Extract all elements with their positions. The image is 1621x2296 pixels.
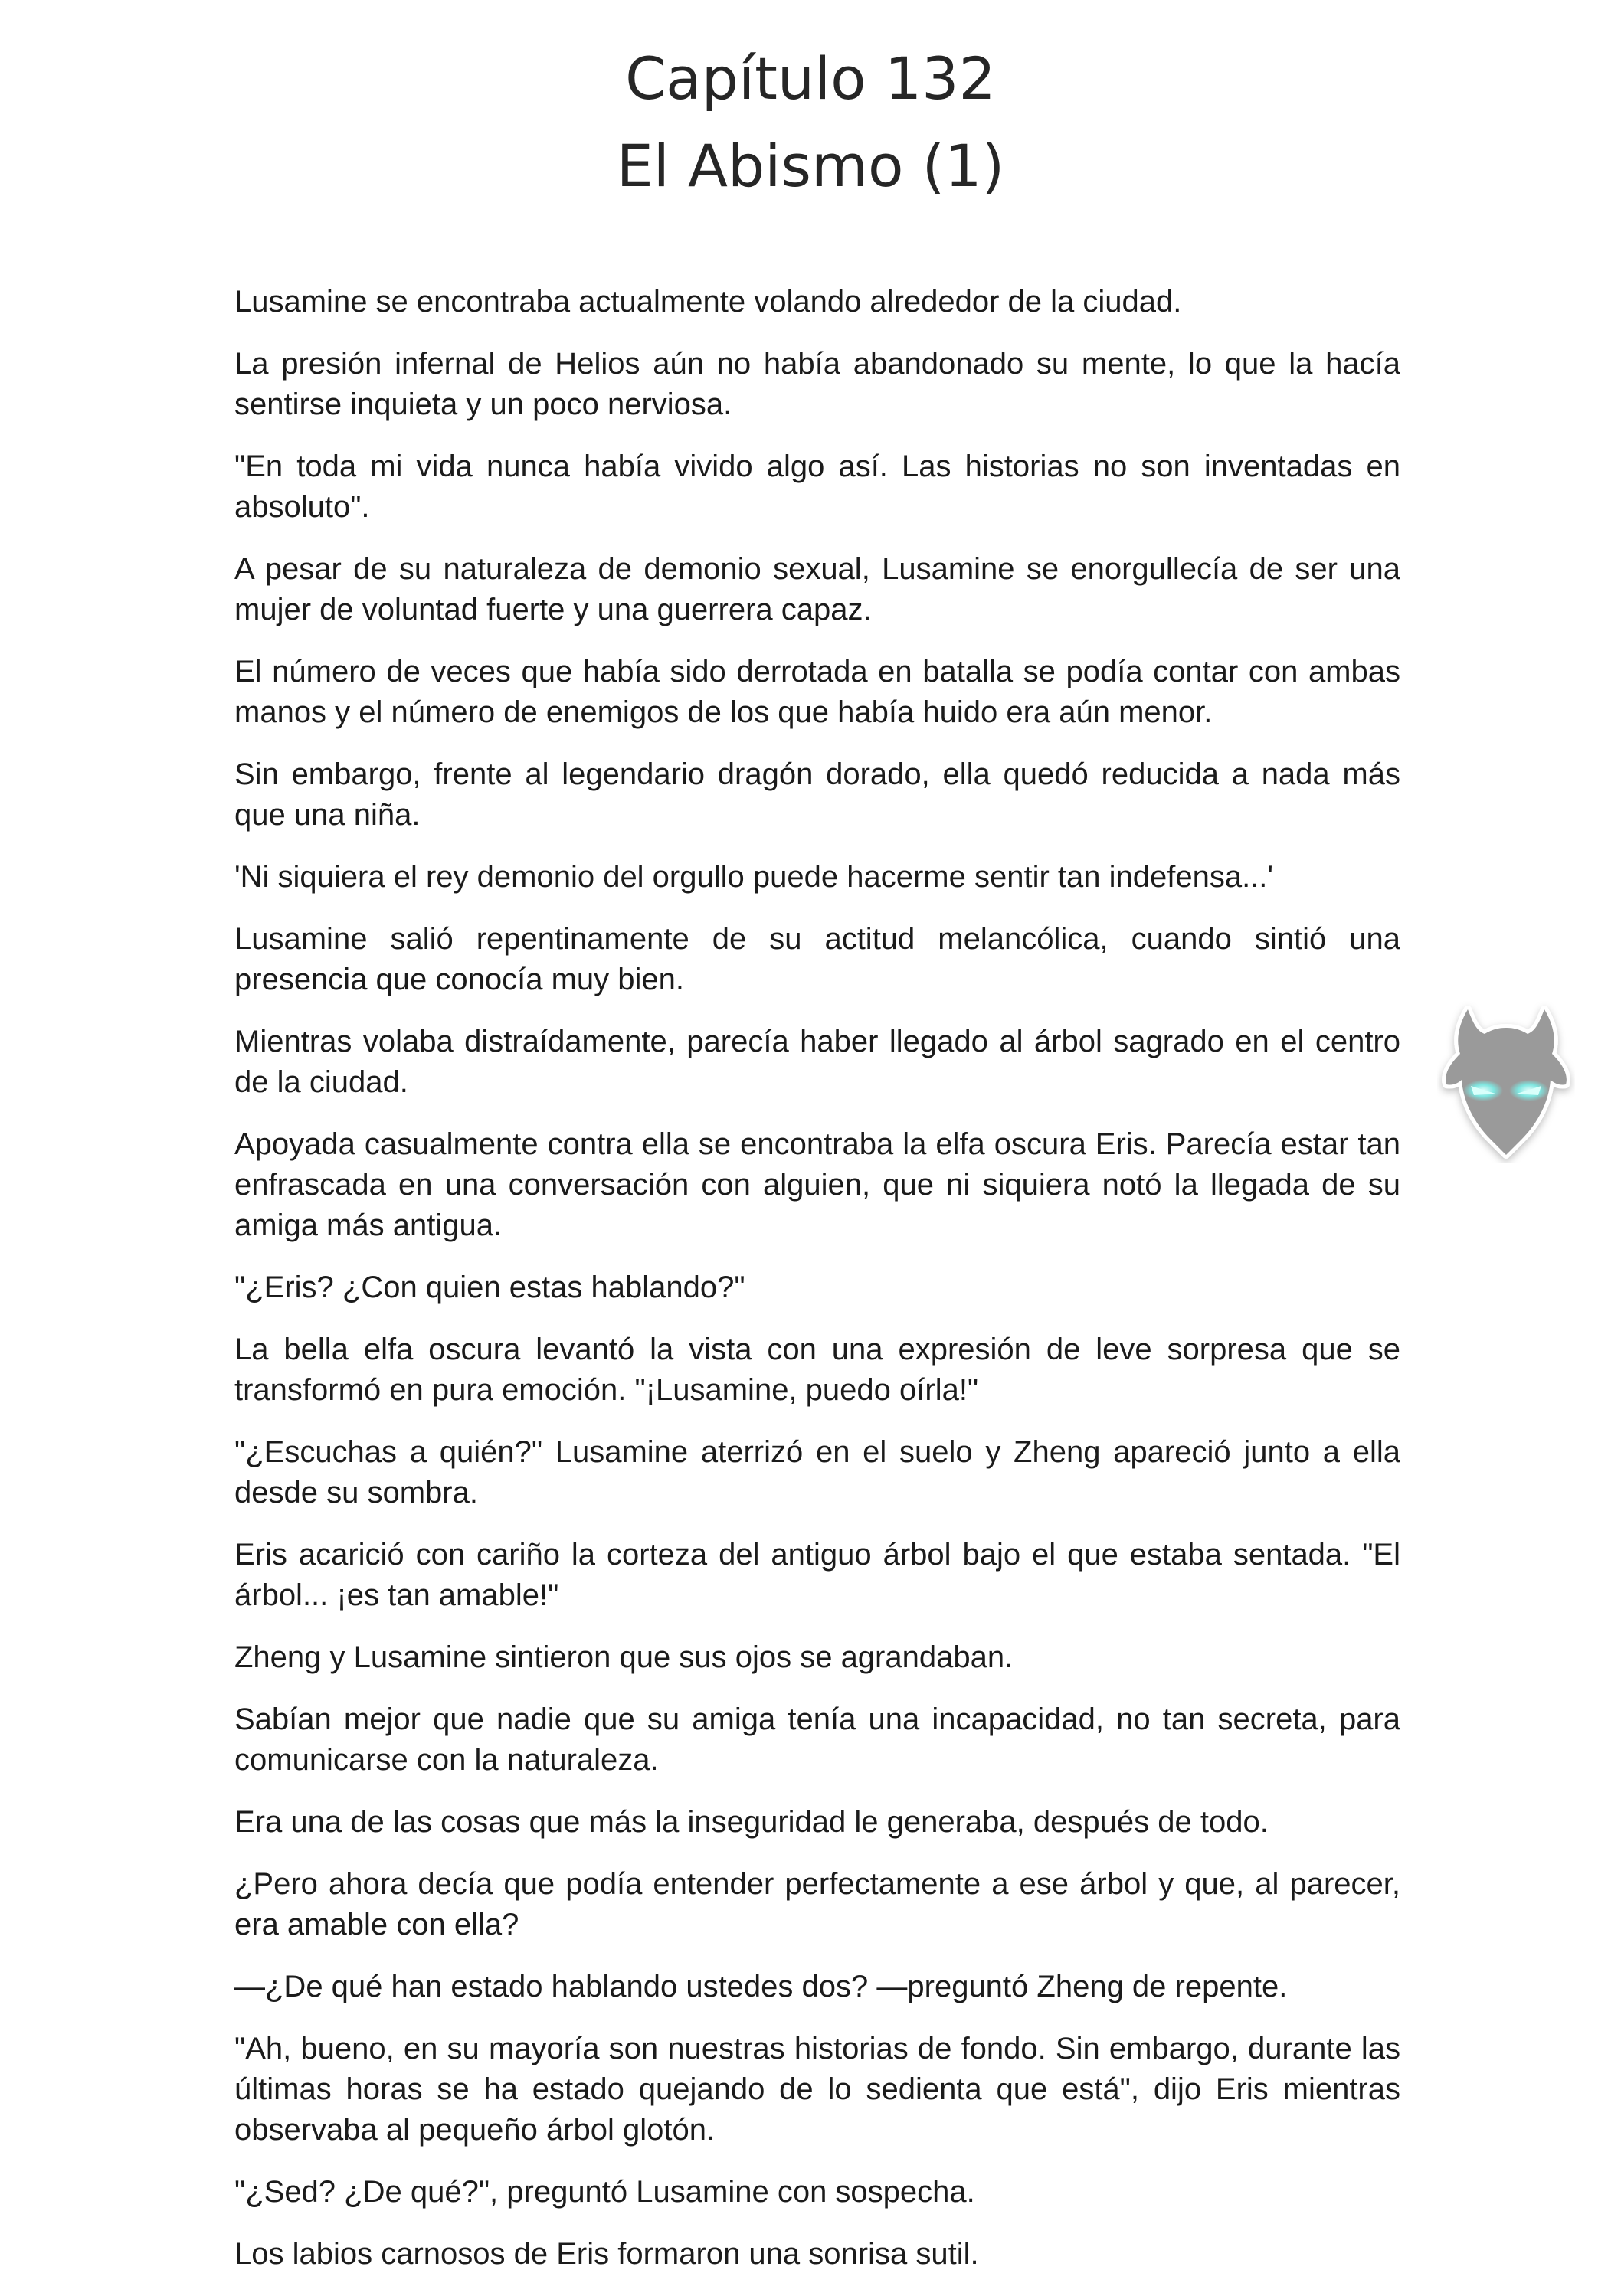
- paragraph: La presión infernal de Helios aún no había abandonado su mente, lo que la hacía sentirse inquieta y un poco nerviosa.: [234, 347, 1400, 421]
- paragraph: "¿Escuchas a quién?" Lusamine aterrizó en el suelo y Zheng apareció junto a ella desde su sombra.: [234, 1435, 1400, 1509]
- paragraph: La bella elfa oscura levantó la vista con una expresión de leve sorpresa que se transformó en pura emoción. "¡Lusamine, puedo oírla!": [234, 1333, 1400, 1407]
- paragraph: Apoyada casualmente contra ella se encontraba la elfa oscura Eris. Parecía estar tan enfrascada en una conversación con alguien, que ni siquiera notó la llegada de su amiga más antigua.: [234, 1127, 1400, 1242]
- paragraph: —¿De qué han estado hablando ustedes dos? —preguntó Zheng de repente.: [234, 1970, 1288, 2003]
- paragraph: "¿Eris? ¿Con quien estas hablando?": [234, 1271, 745, 1304]
- paragraph: Sin embargo, frente al legendario dragón dorado, ella quedó reducida a nada más que una niña.: [234, 757, 1400, 832]
- paragraph: Mientras volaba distraídamente, parecía haber llegado al árbol sagrado en el centro de la ciudad.: [234, 1025, 1400, 1099]
- demon-head-icon: [1437, 994, 1575, 1163]
- chapter-number: Capítulo 132: [625, 44, 996, 113]
- paragraph: "¿Sed? ¿De qué?", preguntó Lusamine con sospecha.: [234, 2175, 975, 2209]
- paragraph: Eris acarició con cariño la corteza del antiguo árbol bajo el que estaba sentada. "El árbol... ¡es tan amable!": [234, 1538, 1400, 1612]
- paragraph: ¿Pero ahora decía que podía entender perfectamente a ese árbol y que, al parecer, era amable con ella?: [234, 1867, 1400, 1941]
- chapter-body: [234, 282, 1400, 2296]
- paragraph: Lusamine salió repentinamente de su actitud melancólica, cuando sintió una presencia que conocía muy bien.: [234, 922, 1400, 996]
- paragraph: A pesar de su naturaleza de demonio sexual, Lusamine se enorgullecía de ser una mujer de voluntad fuerte y una guerrera capaz.: [234, 552, 1400, 626]
- paragraph: Era una de las cosas que más la inseguridad le generaba, después de todo.: [234, 1805, 1269, 1839]
- chapter-title: [0, 35, 1621, 210]
- paragraph: Los labios carnosos de Eris formaron una sonrisa sutil.: [234, 2237, 979, 2271]
- chapter-subtitle: El Abismo (1): [616, 132, 1005, 200]
- paragraph: Zheng y Lusamine sintieron que sus ojos se agrandaban.: [234, 1640, 1014, 1674]
- paragraph: Sabían mejor que nadie que su amiga tenía una incapacidad, no tan secreta, para comunicarse con la naturaleza.: [234, 1702, 1400, 1777]
- paragraph: "En toda mi vida nunca había vivido algo así. Las historias no son inventadas en absoluto".: [234, 450, 1400, 524]
- paragraph: 'Ni siquiera el rey demonio del orgullo puede hacerme sentir tan indefensa...': [234, 860, 1274, 894]
- paragraph: El número de veces que había sido derrotada en batalla se podía contar con ambas manos y el número de enemigos de los que había huido era aún menor.: [234, 655, 1400, 729]
- paragraph: "Ah, bueno, en su mayoría son nuestras historias de fondo. Sin embargo, durante las últimas horas se ha estado quejando de lo sedienta que está", dijo Eris mientras observaba al pequeño árbol glotón.: [234, 2032, 1400, 2147]
- paragraph: Lusamine se encontraba actualmente volando alrededor de la ciudad.: [234, 285, 1182, 319]
